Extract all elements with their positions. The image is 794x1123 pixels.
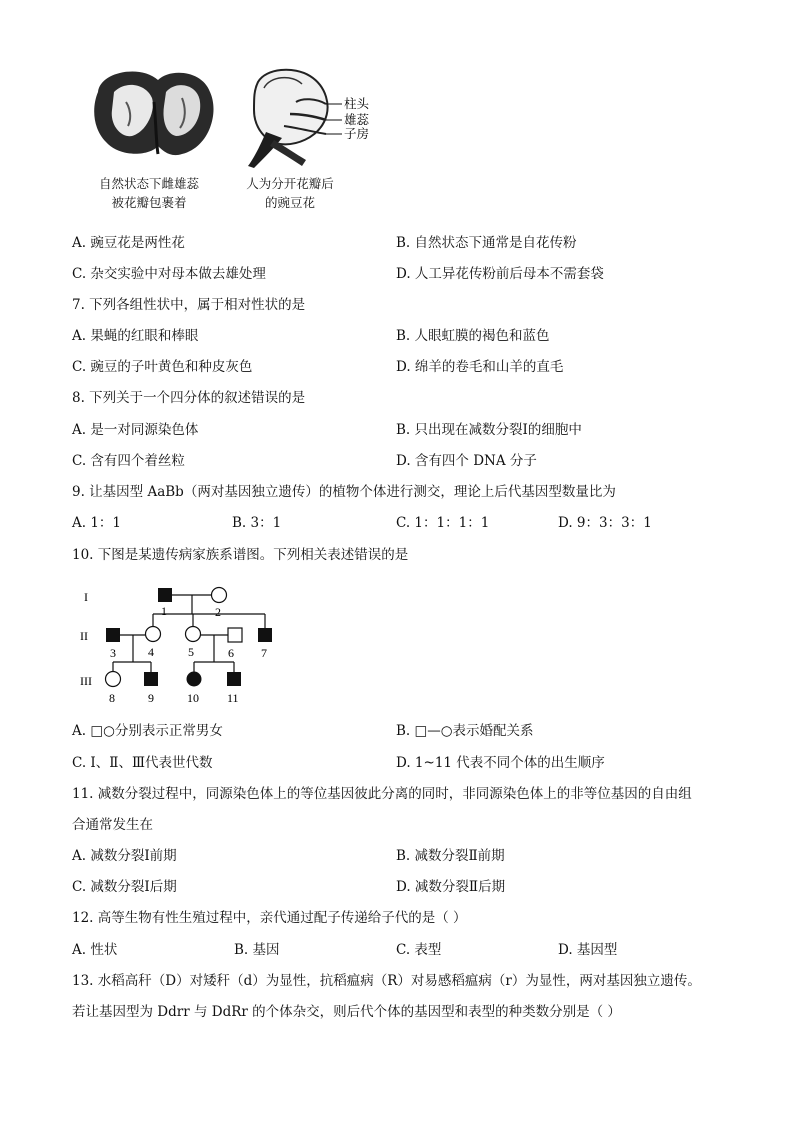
- individual-number-10: 10: [187, 691, 199, 705]
- individual-11-affected-male: [227, 672, 241, 686]
- individual-1-affected-male: [158, 588, 172, 602]
- individual-7-affected-male: [258, 628, 272, 642]
- q12-option-a: A. 性状: [72, 942, 118, 958]
- q7-option-c: C. 豌豆的子叶黄色和种皮灰色: [72, 359, 253, 375]
- q10-stem: 10. 下图是某遗传病家族系谱图。下列相关表述错误的是: [72, 547, 409, 563]
- label-stigma: 柱头: [344, 96, 370, 111]
- q10-option-d: D. 1~11 代表不同个体的出生顺序: [396, 755, 605, 771]
- generation-label-2: II: [80, 629, 88, 643]
- generation-label-1: I: [84, 590, 88, 604]
- individual-3-affected-male: [106, 628, 120, 642]
- q7-option-d: D. 绵羊的卷毛和山羊的直毛: [396, 359, 564, 375]
- q11-option-a: A. 减数分裂Ⅰ前期: [72, 848, 177, 864]
- individual-number-8: 8: [109, 691, 115, 705]
- q9-stem: 9. 让基因型 AaBb（两对基因独立遗传）的植物个体进行测交，理论上后代基因型数量比为: [72, 484, 616, 500]
- individual-4-normal-female: [146, 627, 161, 642]
- q8-option-d: D. 含有四个 DNA 分子: [396, 453, 537, 469]
- q10-option-c: C. Ⅰ、Ⅱ、Ⅲ代表世代数: [72, 755, 213, 771]
- individual-6-normal-male: [228, 628, 242, 642]
- q12-stem: 12. 高等生物有性生殖过程中，亲代通过配子传递给子代的是（ ）: [72, 910, 467, 926]
- individual-10-affected-female: [187, 672, 202, 687]
- individual-5-normal-female: [186, 627, 201, 642]
- q8-option-a: A. 是一对同源染色体: [72, 422, 199, 438]
- individual-9-affected-male: [144, 672, 158, 686]
- q8-stem: 8. 下列关于一个四分体的叙述错误的是: [72, 390, 306, 406]
- individual-number-4: 4: [148, 645, 154, 659]
- q7-option-a: A. 果蝇的红眼和棒眼: [72, 328, 199, 344]
- left-figure-caption-1: 自然状态下雌雄蕊: [98, 176, 199, 191]
- pedigree-chart: [76, 582, 296, 708]
- individual-number-5: 5: [188, 645, 194, 659]
- individual-number-1: 1: [161, 604, 167, 618]
- q9-option-a: A. 1：1: [72, 515, 122, 531]
- q11-stem-line2: 合通常发生在: [72, 817, 153, 833]
- q9-option-b: B. 3：1: [232, 515, 282, 531]
- q8-option-c: C. 含有四个着丝粒: [72, 453, 185, 469]
- individual-number-2: 2: [215, 605, 221, 619]
- q11-option-d: D. 减数分裂Ⅱ后期: [396, 879, 506, 895]
- pea-flower-figure: [70, 62, 410, 182]
- q7-option-b: B. 人眼虹膜的褐色和蓝色: [396, 328, 550, 344]
- individual-number-3: 3: [110, 646, 116, 660]
- q6-option-c: C. 杂交实验中对母本做去雄处理: [72, 266, 266, 282]
- q13-stem-line1: 13. 水稻高秆（D）对矮秆（d）为显性，抗稻瘟病（R）对易感稻瘟病（r）为显性，两对基因独立遗传。: [72, 973, 701, 989]
- q12-option-b: B. 基因: [234, 942, 280, 958]
- q13-stem-line2: 若让基因型为 Ddrr 与 DdRr 的个体杂交，则后代个体的基因型和表型的种类数分别是（ ）: [72, 1004, 621, 1020]
- left-figure-caption-2: 被花瓣包裹着: [111, 195, 187, 210]
- q6-option-b: B. 自然状态下通常是自花传粉: [396, 235, 577, 251]
- q9-option-d: D. 9：3：3：1: [558, 515, 652, 531]
- q11-stem-line1: 11. 减数分裂过程中，同源染色体上的等位基因彼此分离的同时，非同源染色体上的非等位基因的自由组: [72, 786, 692, 802]
- label-stamen: 雄蕊: [344, 112, 370, 127]
- q9-option-c: C. 1：1：1：1: [396, 515, 490, 531]
- right-figure-caption-1: 人为分开花瓣后: [246, 176, 334, 191]
- individual-8-normal-female: [106, 672, 121, 687]
- q10-option-b: B. □—○表示婚配关系: [396, 723, 534, 739]
- closed-flower-drawing: [94, 71, 213, 155]
- label-ovary: 子房: [344, 126, 370, 141]
- individual-2-normal-female: [212, 588, 227, 603]
- q6-option-d: D. 人工异花传粉前后母本不需套袋: [396, 266, 604, 282]
- q11-option-c: C. 减数分裂Ⅰ后期: [72, 879, 177, 895]
- individual-number-11: 11: [227, 691, 239, 705]
- q6-option-a: A. 豌豆花是两性花: [72, 235, 185, 251]
- q12-option-d: D. 基因型: [558, 942, 618, 958]
- generation-label-3: III: [80, 674, 92, 688]
- q7-stem: 7. 下列各组性状中，属于相对性状的是: [72, 297, 306, 313]
- q12-option-c: C. 表型: [396, 942, 442, 958]
- individual-number-7: 7: [261, 646, 267, 660]
- individual-number-6: 6: [228, 646, 234, 660]
- individual-number-9: 9: [148, 691, 154, 705]
- q11-option-b: B. 减数分裂Ⅱ前期: [396, 848, 505, 864]
- opened-flower-drawing: [248, 70, 370, 168]
- right-figure-caption-2: 的豌豆花: [264, 195, 315, 210]
- q10-option-a: A. □○分别表示正常男女: [72, 723, 223, 739]
- q8-option-b: B. 只出现在减数分裂Ⅰ的细胞中: [396, 422, 582, 438]
